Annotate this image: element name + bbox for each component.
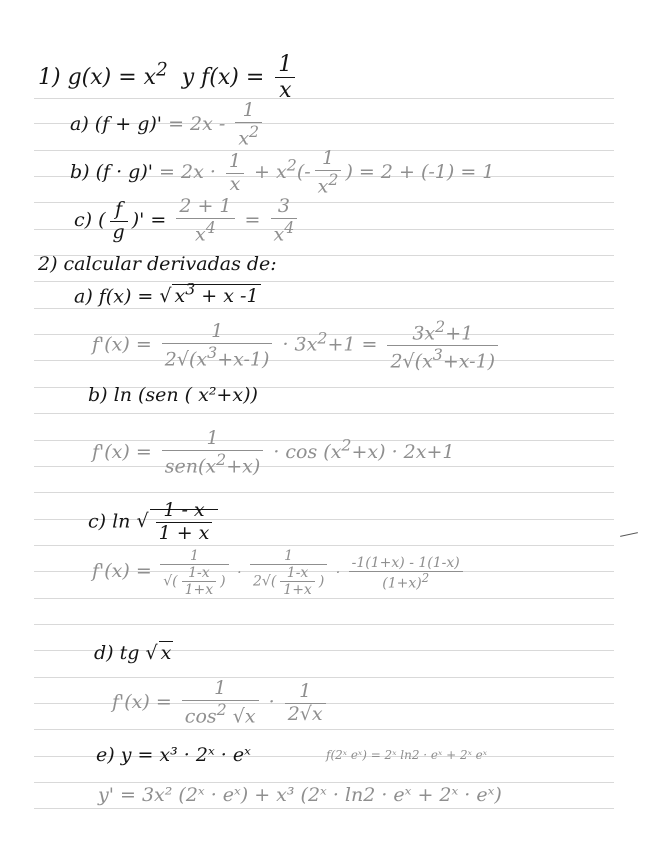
ruled-line: [34, 729, 614, 730]
problem-2d-solution: f'(x) = $\frac{1}{\cos^2 √x}$ · $\frac{1}{2√x}$: [112, 678, 330, 728]
ruled-line: [34, 308, 614, 309]
problem-2e-solution: y' = 3x² (2ˣ · eˣ) + x³ (2ˣ · ln2 · eˣ + 2ˣ · eˣ): [98, 784, 502, 806]
problem-1a: a) (f + g)' = 2x - $\frac{1}{x^2}$: [70, 100, 266, 150]
problem-1b: b) (f · g)' = 2x · $\frac{1}{x}$ + $x^2(-$ $\frac{1}{x^2}$ ) = 2 + (-1) = 1: [70, 147, 495, 198]
problem-2b-solution: f'(x) = $\frac{1}{sen(x^2+x)}$ · $\cos (x^2+x) \cdot 2x+1$: [92, 427, 455, 478]
problem-2e-side-note: f(2ˣ eˣ) = 2ˣ ln2 · eˣ + 2ˣ eˣ: [326, 748, 488, 762]
margin-pen-mark: [620, 532, 638, 537]
problem-2c-solution: f'(x) = 1 √( $\frac{1-x}{1+x}$ ) · 1 2√( $\frac{1-x}{1+x}$ ) · $\frac{-1(1+x) - 1(1-x)}{(1+x)^2}$: [92, 548, 467, 598]
problem-2a-solution: f'(x) = $\frac{1}{2√(x^3+x-1)}$ · $3x^2+1$ = $\frac{3x^2+1}{2√(x^3+x-1)}$: [92, 318, 502, 373]
problem-1c: c) ( $\frac{f}{g}$ )' = $\frac{2 + 1}{x^4}$ = $\frac{3}{x^4}$: [74, 196, 301, 246]
problem-1-given: 1) $g(x) = x^2$ y f(x) = $\frac{1}{x}$: [38, 52, 299, 104]
ruled-line: [34, 545, 614, 546]
problem-2e: e) y = x³ · 2ˣ · eˣ: [96, 744, 251, 766]
problem-2d: d) tg √ x: [94, 642, 172, 664]
problem-2b: b) ln (sen ( x²+x)): [88, 384, 258, 406]
ruled-line: [34, 413, 614, 414]
problem-2a: a) f(x) = √ $x^3 + x$ -1: [74, 280, 259, 308]
ruled-line: [34, 808, 614, 809]
ruled-line: [34, 782, 614, 783]
ruled-line: [34, 624, 614, 625]
problem-2c: c) ln √ $\frac{1 - x}{1 + x}$: [88, 500, 218, 545]
problem-2-title: 2) calcular derivadas de:: [38, 253, 277, 275]
ruled-line: [34, 492, 614, 493]
